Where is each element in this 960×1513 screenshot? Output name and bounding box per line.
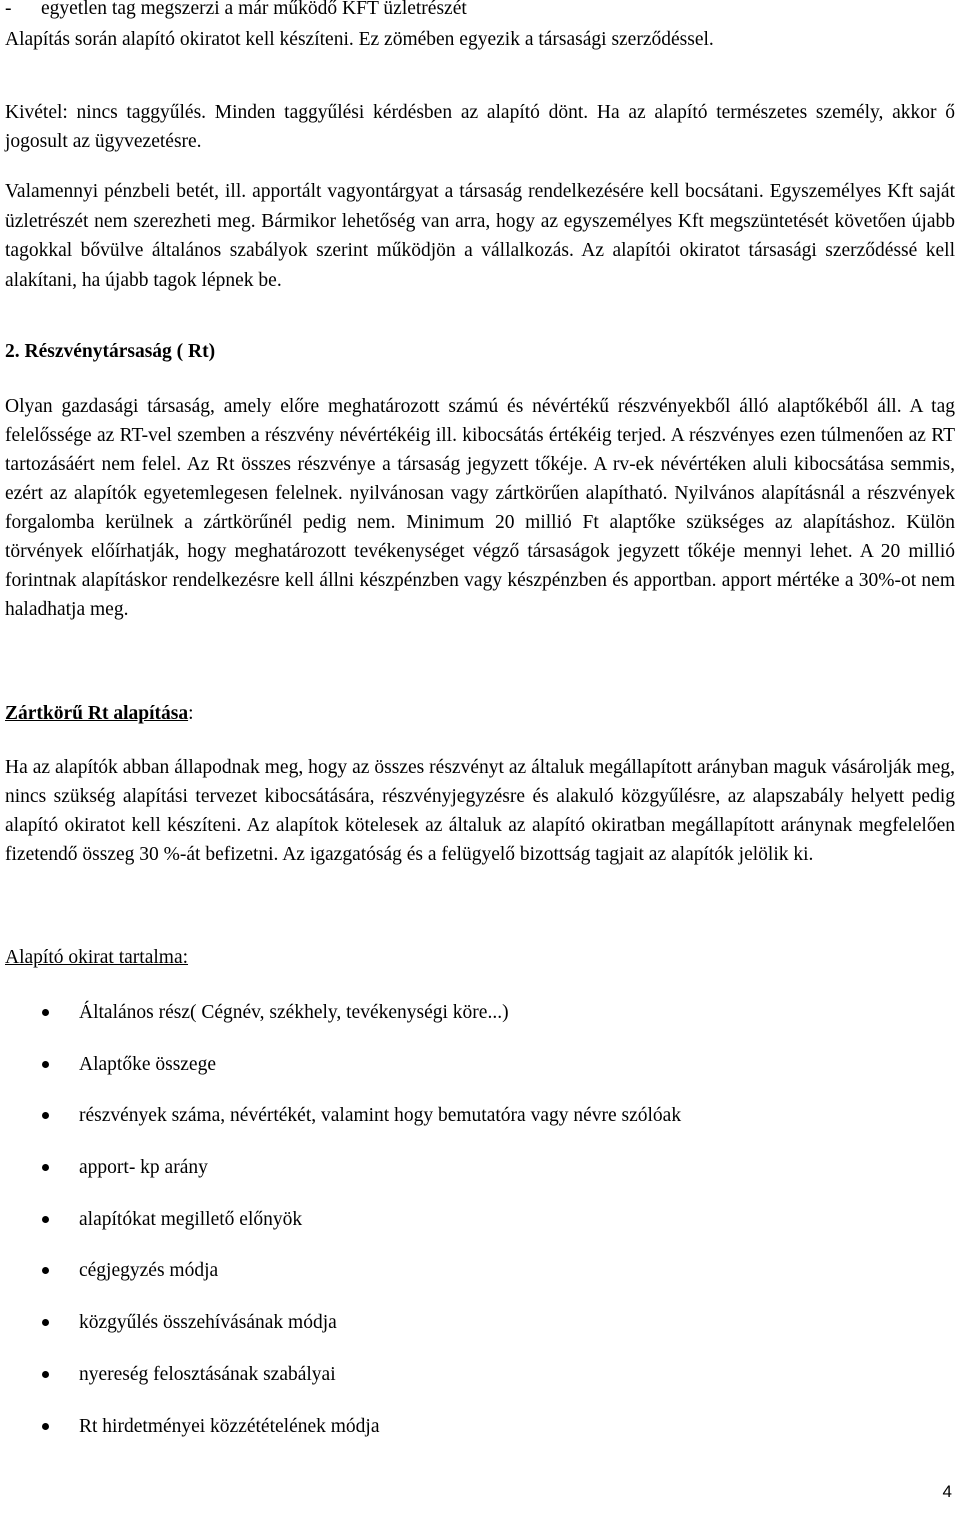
dash-item-text: egyetlen tag megszerzi a már működő KFT üzletrészét — [41, 0, 467, 19]
bullet-icon — [42, 1423, 49, 1430]
deed-contents-heading: Alapító okirat tartalma: — [5, 947, 189, 968]
paragraph-text: Olyan gazdasági társaság, amely előre meghatározott számú és névértékű részvényekből álló alaptőkéből áll. A tag felelőssége az RT-vel szemben a részvény névértékéig ill. kibocsátás értékéig terjed. A részvényes ezen túlmenően az RT tartozásáért nem felel. Az Rt összes részvénye a társaság jegyzett tőkéje. A rv-ek névértéken aluli kibocsátása semmis, ezért az alapítók egyetemlegesen felelnek. nyilvánosan vagy zártkörűen alapítható. Nyilvános alapításnál a részvények forgalomba kerülnek a zártkörűnél pedig nem. Minimum 20 millió Ft alaptőke szükséges az alapításhoz. Külön törvények előírhatják, hogy meghatározott tevékenységet végző társaságok jegyzett tőkéje mennyi lehet. A 20 millió forintnak alapításkor rendelkezésre kell állni készpénzben vagy készpénzben és apportban. apport mértéke a 30%-ot nem haladhatja meg. — [5, 396, 955, 620]
list-item — [0, 1360, 960, 1412]
bullet-icon — [42, 1164, 49, 1171]
bullet-icon — [42, 1112, 49, 1119]
paragraph-text: Kivétel: nincs taggyűlés. Minden taggyűlési kérdésben az alapító dönt. Ha az alapító természetes személy, akkor ő jogosult az ügyvezetésre. — [5, 102, 955, 152]
list-item-text: részvények száma, névértékét, valamint hogy bemutatóra vagy névre szólóak — [79, 1105, 682, 1127]
bullet-icon — [42, 1319, 49, 1326]
list-item — [0, 998, 960, 1050]
paragraph-contributions — [5, 177, 955, 295]
page-number: 4 — [942, 1482, 952, 1501]
section-heading-rt: 2. Részvénytársaság ( Rt) — [5, 341, 216, 362]
paragraph-text: Ha az alapítók abban állapodnak meg, hogy az összes részvényt az általuk megállapított arányban maguk vásárolják meg, nincs szükség alapítási tervezet kibocsátására, részvényjegyzésre és alakuló közgyűlésre, az alapszabály helyett pedig alapító okiratot kell készíteni. Az alapítok kötelesek az általuk az alapító okiratban megállapított aránynak megfelelően fizetendő összeg 30 %-át befizetni. Az igazgatóság és a felügyelő bizottság tagjait az alapítók jelölik ki. — [5, 757, 955, 865]
closed-founding-heading — [5, 703, 955, 725]
paragraph-no-assembly — [5, 98, 955, 156]
bullet-icon — [42, 1371, 49, 1378]
list-item-text: alapítókat megillető előnyök — [79, 1208, 303, 1230]
list-item-text: nyereség felosztásának szabályai — [79, 1363, 336, 1385]
bullet-icon — [42, 1216, 49, 1223]
paragraph-text: Valamennyi pénzbeli betét, ill. apportált vagyontárgyat a társaság rendelkezésére kell bocsátani. Egyszemélyes Kft saját üzletrészét nem szerezheti meg. Bármikor lehetőség van arra, hogy az egyszemélyes Kft megszüntetését követően újabb tagokkal bővülve általános szabályok szerint működjön a vállalkozás. Az alapítói okiratot társasági szerződéssé kell alakítani, ha újabb tagok lépnek be. — [5, 181, 955, 291]
dash-list-item — [5, 0, 467, 20]
list-item-text: Általános rész( Cégnév, székhely, tevékenységi köre...) — [79, 1002, 509, 1023]
paragraph-rt-definition — [5, 392, 955, 624]
list-item — [0, 1308, 960, 1360]
list-item-text: apport- kp arány — [79, 1157, 208, 1179]
list-item — [0, 1205, 960, 1257]
list-item — [0, 1412, 960, 1464]
paragraph-founding-deed — [5, 25, 955, 54]
list-item — [0, 1101, 960, 1153]
list-item — [0, 1256, 960, 1308]
paragraph-closed-founding — [5, 753, 955, 869]
paragraph-text: Alapítás során alapító okiratot kell készíteni. Ez zömében egyezik a társasági szerződéssel. — [5, 29, 714, 50]
closed-founding-title: Zártkörű Rt alapítása — [5, 703, 189, 724]
deed-contents-list — [0, 998, 960, 1463]
list-item-text: Rt hirdetményei közzétételének módja — [79, 1415, 380, 1437]
bullet-icon — [42, 1009, 49, 1016]
list-item-text: Alaptőke összege — [79, 1053, 216, 1075]
bullet-icon — [42, 1061, 49, 1068]
dash-marker: - — [5, 0, 12, 19]
bullet-icon — [42, 1267, 49, 1274]
list-item-text: cégjegyzés módja — [79, 1260, 219, 1282]
list-item — [0, 1153, 960, 1205]
heading-colon: : — [188, 703, 194, 724]
list-item-text: közgyűlés összehívásának módja — [79, 1312, 337, 1334]
list-item — [0, 1050, 960, 1102]
